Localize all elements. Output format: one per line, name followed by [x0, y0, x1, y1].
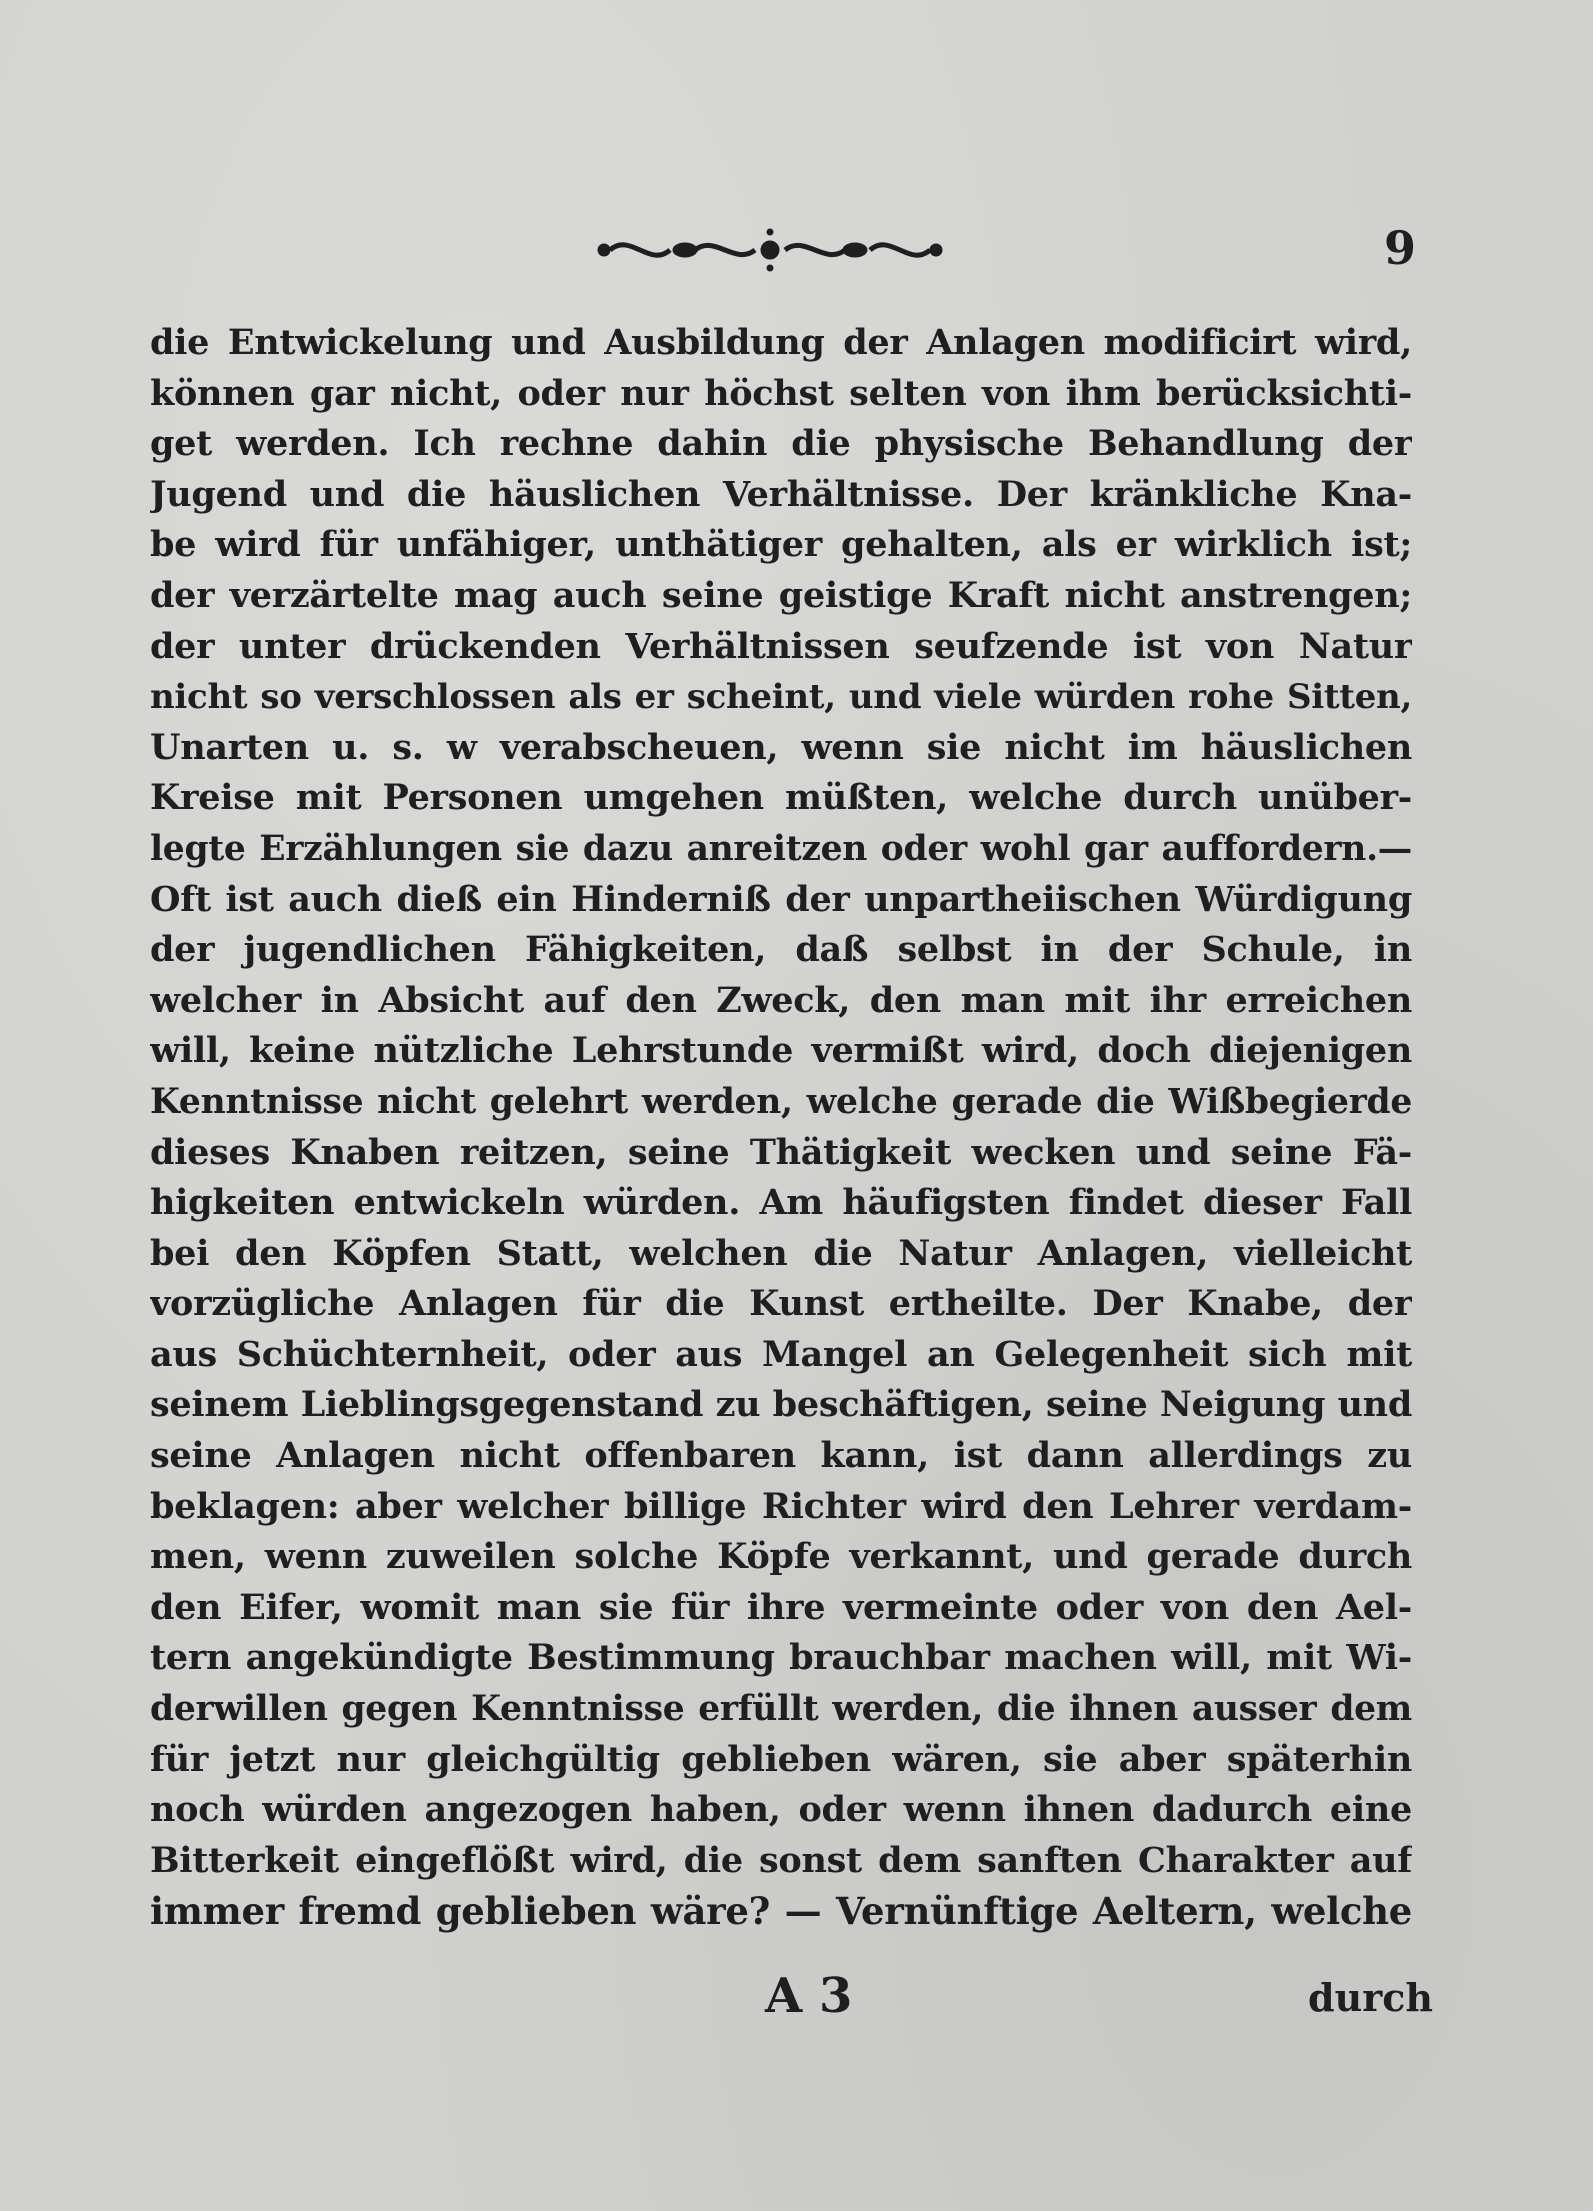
text-line: können gar nicht, oder nur höchst selten von ihm berücksichti-	[150, 372, 1412, 414]
text-line: nicht so verschlossen als er scheint, und viele würden rohe Sitten,	[150, 677, 1412, 718]
text-line: aus Schüchternheit, oder aus Mangel an Gelegenheit sich mit	[150, 1333, 1412, 1375]
text-line: vorzügliche Anlagen für die Kunst ertheilte. Der Knabe, der	[150, 1283, 1412, 1325]
text-line: seine Anlagen nicht offenbaren kann, ist dann allerdings zu	[150, 1435, 1412, 1477]
text-line: bei den Köpfen Statt, welchen die Natur Anlagen, vielleicht	[150, 1232, 1412, 1274]
body-text	[150, 318, 1412, 1937]
signature-mark: A 3	[765, 1968, 853, 2024]
text-line: für jetzt nur gleichgültig geblieben wären, sie aber späterhin	[150, 1738, 1412, 1780]
text-line: higkeiten entwickeln würden. Am häufigsten findet dieser Fall	[150, 1182, 1412, 1224]
text-line: der unter drückenden Verhältnissen seufzende ist von Natur	[150, 625, 1412, 667]
text-line: Bitterkeit eingeflößt wird, die sonst dem sanften Charakter auf	[150, 1839, 1412, 1881]
text-line: Jugend und die häuslichen Verhältnisse. Der kränkliche Kna-	[150, 473, 1412, 515]
text-line: tern angekündigte Bestimmung brauchbar machen will, mit Wi-	[150, 1637, 1412, 1679]
page-number: 9	[1384, 221, 1417, 275]
text-line: derwillen gegen Kenntnisse erfüllt werden, die ihnen ausser dem	[150, 1689, 1412, 1730]
text-line: Unarten u. s. w verabscheuen, wenn sie nicht im häuslichen	[150, 726, 1412, 768]
text-line: be wird für unfähiger, unthätiger gehalten, als er wirklich ist;	[150, 524, 1412, 566]
text-line: immer fremd geblieben wäre? — Vernünftige Aeltern, welche	[150, 1889, 1412, 1934]
text-line: Kreise mit Personen umgehen müßten, welche durch unüber-	[150, 777, 1412, 819]
text-line: die Entwickelung und Ausbildung der Anlagen modificirt wird,	[150, 322, 1412, 363]
catchword: durch	[1308, 1975, 1433, 2020]
text-line: legte Erzählungen sie dazu anreitzen oder wohl gar auffordern.—	[150, 828, 1412, 869]
text-line: Oft ist auch dieß ein Hinderniß der unpartheiischen Würdigung	[150, 878, 1412, 920]
text-line: welcher in Absicht auf den Zweck, den man mit ihr erreichen	[150, 979, 1412, 1021]
text-line: will, keine nützliche Lehrstunde vermißt wird, doch diejenigen	[150, 1030, 1412, 1072]
text-line: noch würden angezogen haben, oder wenn ihnen dadurch eine	[150, 1789, 1412, 1831]
text-line: den Eifer, womit man sie für ihre vermeinte oder von den Ael-	[150, 1586, 1412, 1628]
fleuron-ornament-icon	[590, 222, 950, 278]
text-line: get werden. Ich rechne dahin die physische Behandlung der	[150, 423, 1412, 465]
text-line: der jugendlichen Fähigkeiten, daß selbst in der Schule, in	[150, 929, 1412, 971]
text-line: der verzärtelte mag auch seine geistige Kraft nicht anstrengen;	[150, 574, 1412, 616]
text-line: Kenntnisse nicht gelehrt werden, welche gerade die Wißbegierde	[150, 1081, 1412, 1122]
text-line: men, wenn zuweilen solche Köpfe verkannt, und gerade durch	[150, 1536, 1412, 1578]
text-line: seinem Lieblingsgegenstand zu beschäftigen, seine Neigung und	[150, 1384, 1412, 1426]
text-line: beklagen: aber welcher billige Richter wird den Lehrer verdam-	[150, 1485, 1412, 1527]
text-line: dieses Knaben reitzen, seine Thätigkeit wecken und seine Fä-	[150, 1131, 1412, 1173]
